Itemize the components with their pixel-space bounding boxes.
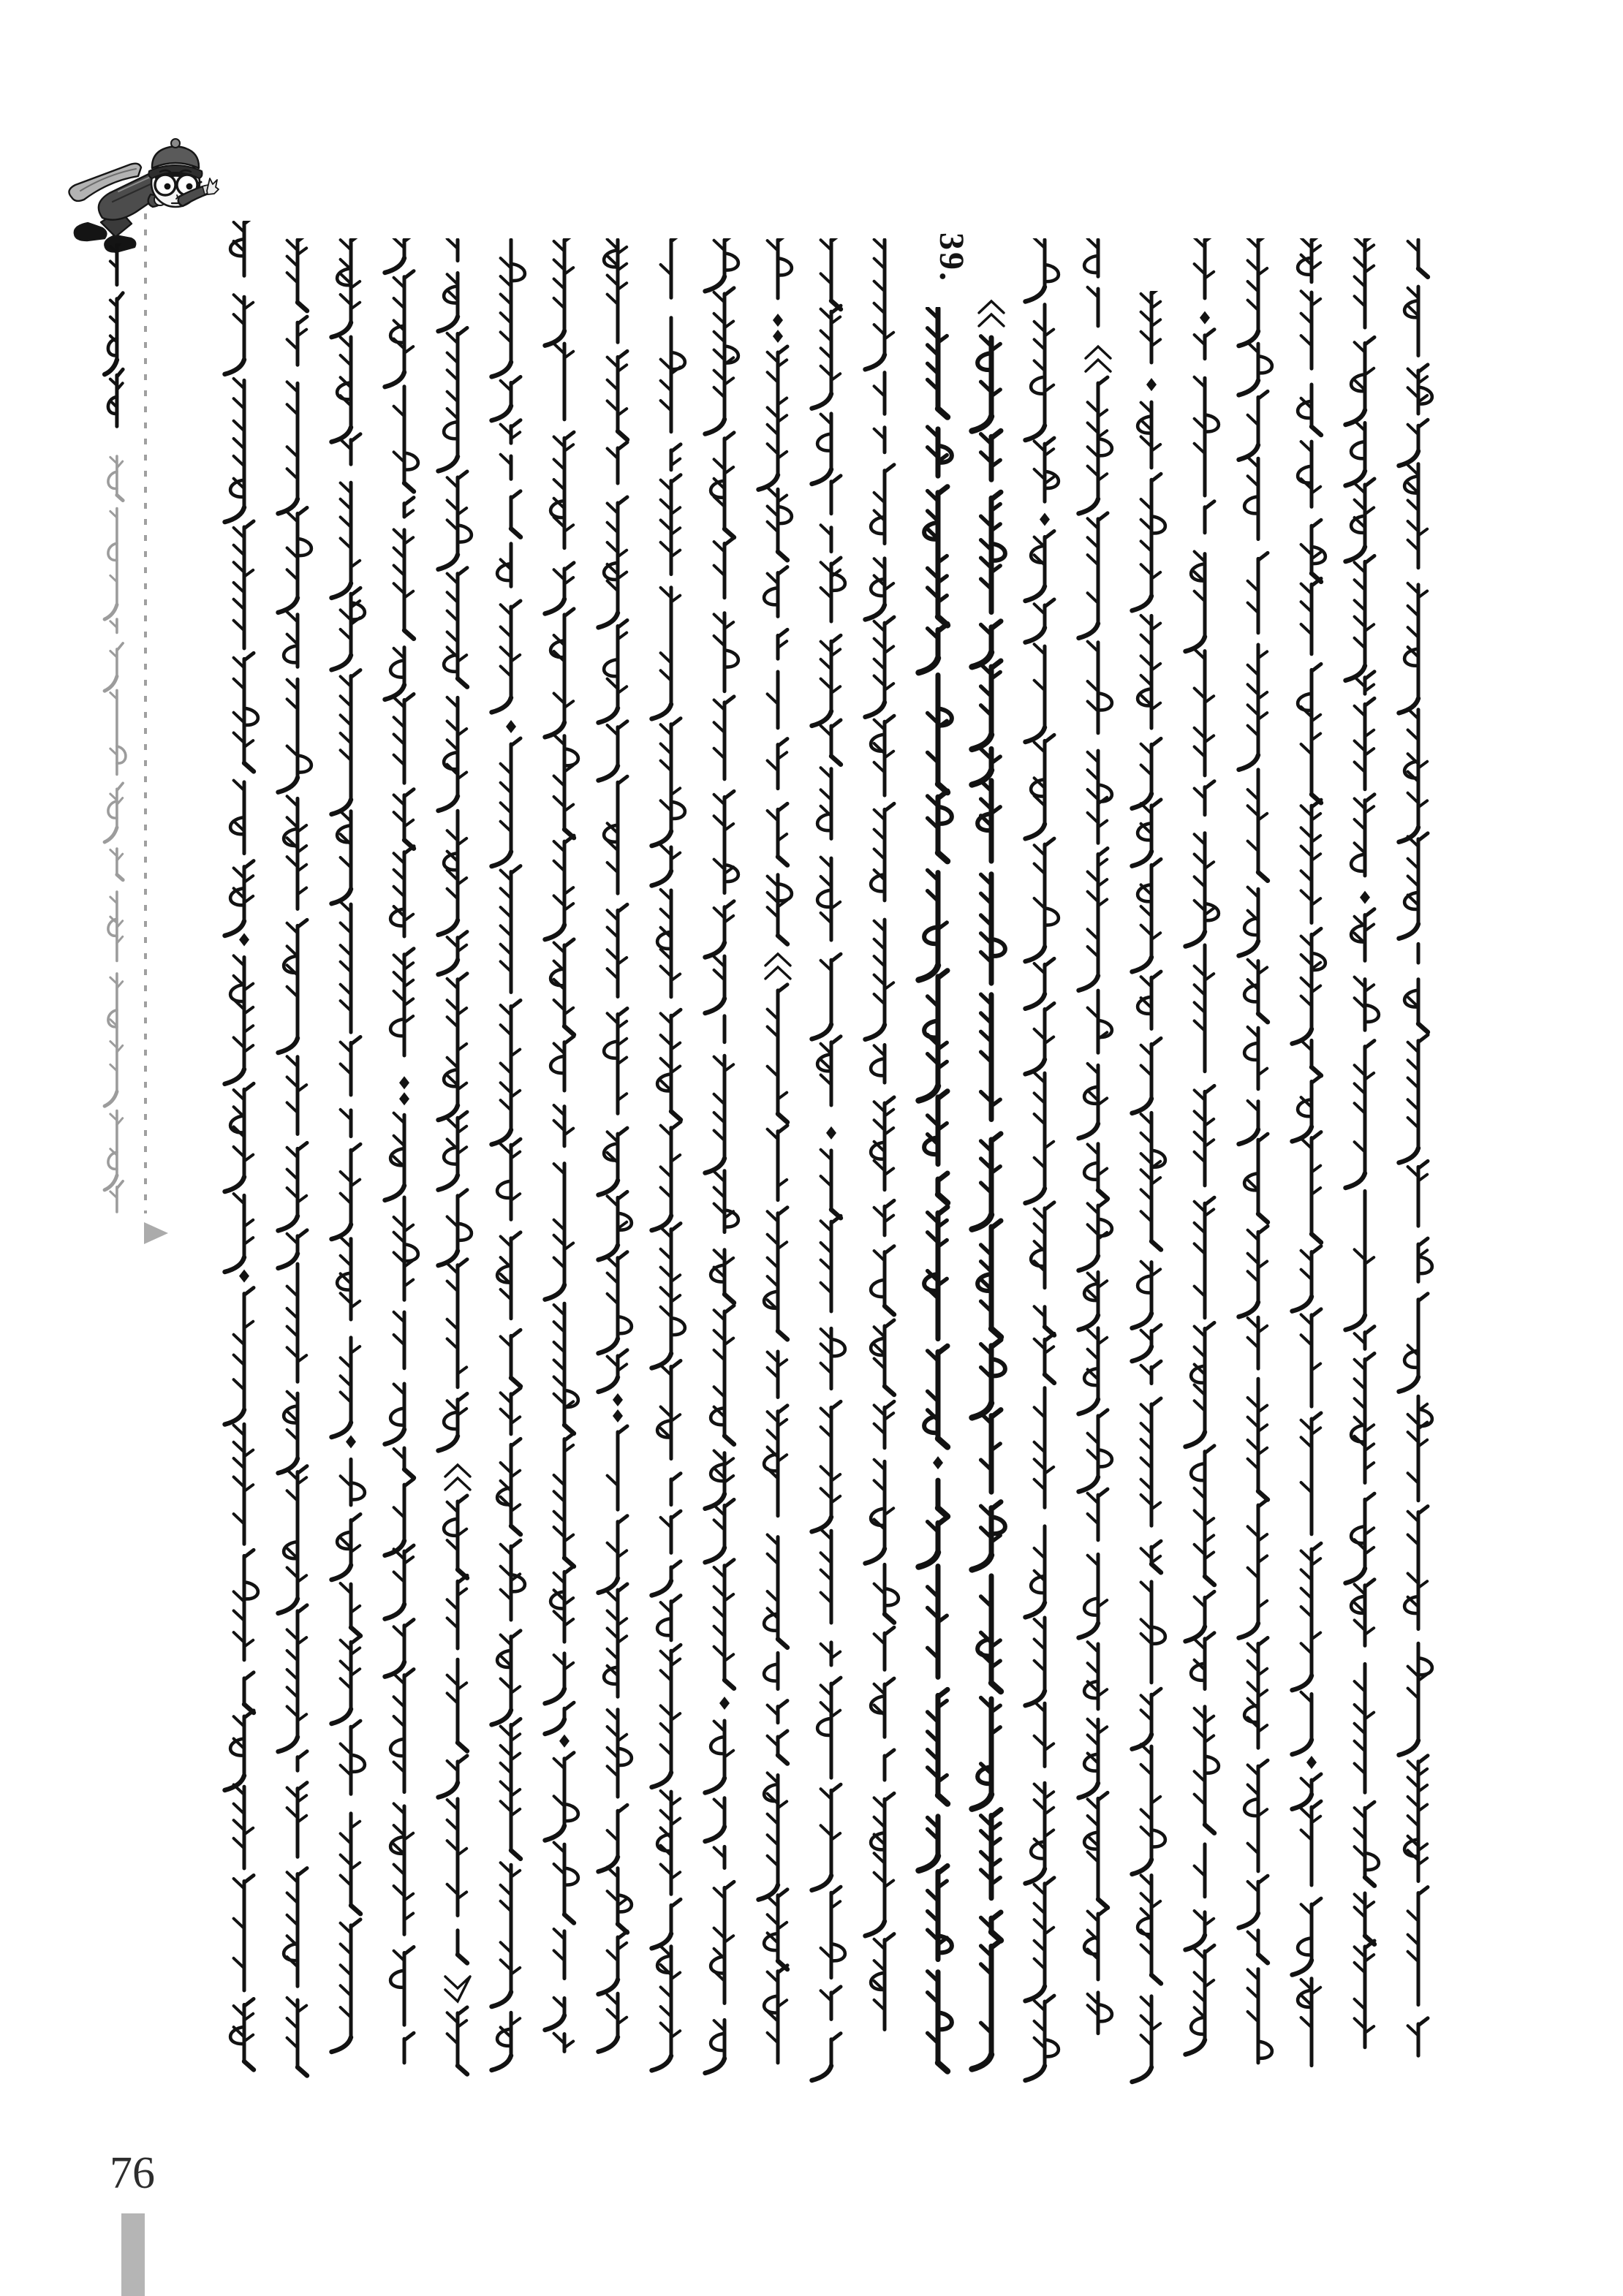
script-column-2 (273, 238, 317, 2086)
script-column-9 (647, 238, 691, 2085)
dashed-divider (135, 205, 179, 1257)
script-column-22 (1341, 238, 1385, 2076)
script-column-10 (700, 238, 744, 2077)
script-column-12 (807, 238, 851, 2085)
script-column-11 (754, 238, 798, 2082)
script-column-21 (1287, 238, 1331, 2085)
script-column-13 (860, 238, 904, 2061)
script-column-8 (594, 238, 638, 2079)
mascot-boot (75, 223, 107, 240)
script-column-23 (1394, 238, 1438, 2083)
mascot-hand (207, 178, 219, 194)
script-column-14 (914, 307, 958, 2082)
footer-bar (121, 2213, 145, 2296)
script-column-19 (1181, 238, 1225, 2077)
script-column-3 (327, 238, 371, 2076)
page-number: 76 (110, 2148, 155, 2198)
script-column-6 (487, 238, 531, 2075)
script-column-20 (1234, 238, 1278, 2082)
script-column-7 (540, 238, 584, 2083)
script-column-5 (434, 238, 477, 2085)
margin-note-text (102, 455, 129, 1231)
script-column-16 (1021, 238, 1064, 2085)
script-column-17 (1074, 238, 1118, 2080)
script-column-1 (220, 221, 264, 2080)
script-column-15 (967, 295, 1011, 2079)
script-column-18 (1127, 291, 1171, 2086)
script-column-4 (380, 238, 424, 2082)
margin-note-label (102, 243, 129, 469)
exercise-number: 39. (932, 232, 971, 283)
mascot-hat-knob (171, 139, 180, 148)
arrow-triangle-icon (144, 1222, 168, 1244)
